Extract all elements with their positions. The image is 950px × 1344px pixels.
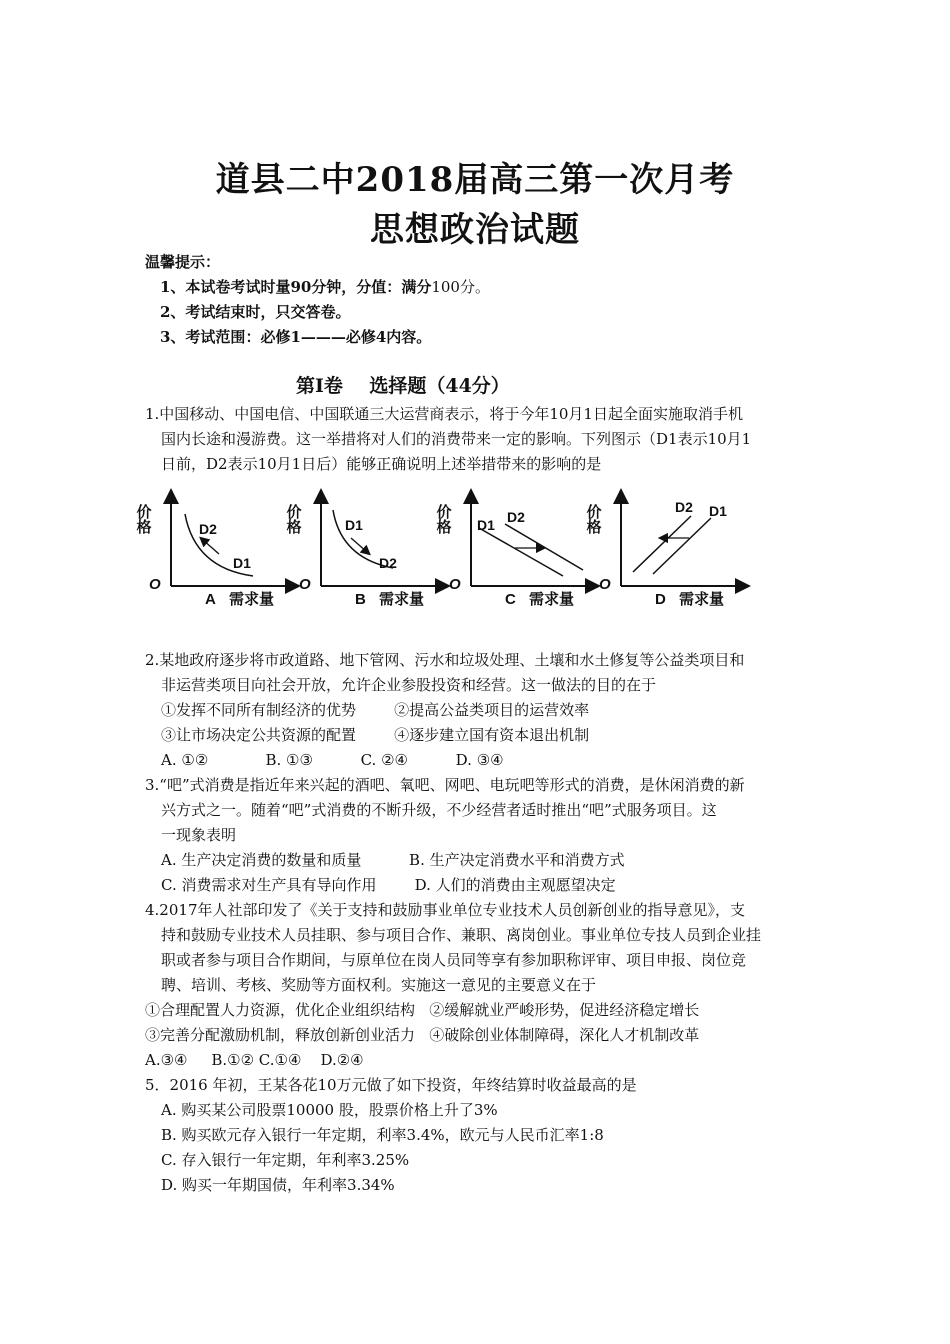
tip-item-2: 2、考试结束时，只交答卷。 <box>160 303 351 321</box>
q2-line-2: 非运营类项目向社会开放，允许企业参股投资和经营。这一做法的目的在于 <box>161 676 657 694</box>
x-axis-label: 需求量 <box>379 591 425 608</box>
q4-line-1: 4.2017年人社部印发了《关于支持和鼓励事业单位专业技术人员创新创业的指导意见》，支 <box>145 901 745 919</box>
shift-arrow <box>203 540 219 554</box>
graph-d <box>584 488 753 612</box>
q3-answers-cd: C. 消费需求对生产具有导向作用 D. 人们的消费由主观愿望决定 <box>161 876 616 894</box>
curve-label-bottom: D1 <box>233 555 251 571</box>
q2-option-line-1: ①发挥不同所有制经济的优势 ②提高公益类项目的运营效率 <box>161 701 590 719</box>
q3-line-2: 兴方式之一。随着“吧”式消费的不断升级，不少经营者适时推出“吧”式服务项目。这 <box>161 801 717 819</box>
graph-c <box>434 488 603 612</box>
q3-line-1: 3.“吧”式消费是指近年来兴起的酒吧、氧吧、网吧、电玩吧等形式的消费，是休闲消费的新 <box>145 776 745 794</box>
section-title: 第Ⅰ卷 选择题（44分） <box>296 375 510 397</box>
curve-label-bottom: D2 <box>379 555 397 571</box>
tip-item-1 <box>160 277 490 297</box>
demand-line-1 <box>479 528 563 576</box>
curve-label-right: D2 <box>507 509 525 525</box>
tips-heading: 温馨提示： <box>145 253 221 271</box>
q4-option-line-2: ③完善分配激励机制，释放创新创业活力 ④破除创业体制障碍，深化人才机制改革 <box>145 1026 700 1044</box>
tip-item-1-text: 1、本试卷考试时量90分钟，分值： <box>160 278 402 296</box>
q5-option-a: A. 购买某公司股票10000 股，股票价格上升了3% <box>161 1101 498 1119</box>
graph-a <box>134 488 303 612</box>
q2-answers: A. ①② B. ①③ C. ②④ D. ③④ <box>161 751 504 769</box>
q5-line-1: 5．2016 年初，王某各花10万元做了如下投资，年终结算时收益最高的是 <box>145 1076 637 1094</box>
q4-line-3: 职或者参与项目合作期间，与原单位在岗人员同等享有参加职称评审、项目申报、岗位竞 <box>161 951 747 969</box>
demand-line-1 <box>633 516 691 572</box>
graph-letter: B <box>355 591 366 608</box>
q5-option-d: D. 购买一年期国债，年利率3.34% <box>161 1176 395 1194</box>
q1-line-1: 1.中国移动、中国电信、中国联通三大运营商表示，将于今年10月1日起全面实施取消手机 <box>145 405 743 423</box>
q2-option-line-2: ③让市场决定公共资源的配置 ④逐步建立国有资本退出机制 <box>161 726 590 744</box>
curve-label-right: D1 <box>709 503 727 519</box>
tip-item-1-score: 满分 <box>401 278 432 296</box>
x-axis-label: 需求量 <box>529 591 575 608</box>
y-axis-label: 价格 <box>134 504 152 534</box>
y-axis-label: 价格 <box>584 504 602 534</box>
page-title-line-2: 思想政治试题 <box>370 210 580 250</box>
origin-label: O <box>299 576 311 593</box>
demand-line-2 <box>653 518 711 574</box>
q5-option-b: B. 购买欧元存入银行一年定期，利率3.4%，欧元与人民币汇率1:8 <box>161 1126 604 1144</box>
y-axis-label: 价格 <box>434 504 452 534</box>
tip-item-1-tail: 100分。 <box>431 278 490 296</box>
curve-label-left: D1 <box>477 517 495 533</box>
graph-b <box>284 488 453 612</box>
tip-item-3: 3、考试范围：必修1———必修4内容。 <box>160 328 432 346</box>
q4-line-4: 聘、培训、考核、奖励等方面权利。实施这一意见的主要意义在于 <box>161 976 597 994</box>
q1-line-3: 日前，D2表示10月1日后）能够正确说明上述举措带来的影响的是 <box>161 455 602 473</box>
q4-line-2: 持和鼓励专业技术人员挂职、参与项目合作、兼职、离岗创业。事业单位专技人员到企业挂 <box>161 926 762 944</box>
q4-option-line-1: ①合理配置人力资源，优化企业组织结构 ②缓解就业严峻形势，促进经济稳定增长 <box>145 1001 700 1019</box>
q3-line-3: 一现象表明 <box>161 826 237 844</box>
curve-label-top: D1 <box>345 517 363 533</box>
y-axis-label: 价格 <box>284 504 302 534</box>
q1-line-2: 国内长途和漫游费。这一举措将对人们的消费带来一定的影响。下列图示（D1表示10月1 <box>161 430 752 448</box>
origin-label: O <box>149 576 161 593</box>
q3-answers-ab: A. 生产决定消费的数量和质量 B. 生产决定消费水平和消费方式 <box>161 851 625 869</box>
q2-line-1: 2.某地政府逐步将市政道路、地下管网、污水和垃圾处理、土壤和水土修复等公益类项目和 <box>145 651 745 669</box>
x-axis-label: 需求量 <box>679 591 725 608</box>
graph-letter: A <box>205 591 216 608</box>
q4-answers: A.③④ B.①② C.①④ D.②④ <box>145 1051 364 1069</box>
x-axis-label: 需求量 <box>229 591 275 608</box>
origin-label: O <box>449 576 461 593</box>
curve-label-top: D2 <box>199 521 217 537</box>
demand-line-2 <box>505 524 583 570</box>
curve-label-left: D2 <box>675 499 693 515</box>
q5-option-c: C. 存入银行一年定期，年利率3.25% <box>161 1151 410 1169</box>
graph-letter: C <box>505 591 516 608</box>
graph-letter: D <box>655 591 666 608</box>
page-title-line-1: 道县二中2018届高三第一次月考 <box>215 160 735 200</box>
origin-label: O <box>599 576 611 593</box>
